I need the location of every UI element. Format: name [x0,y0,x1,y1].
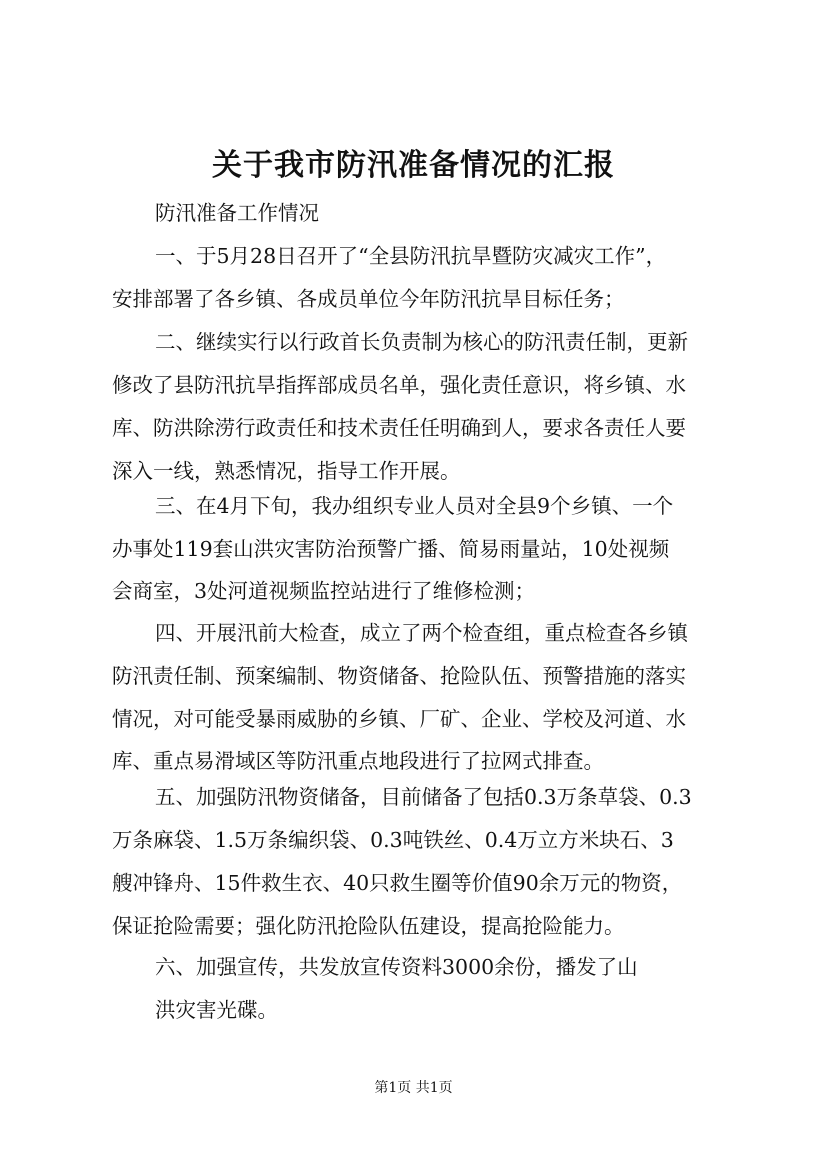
paragraph-line: 六、加强宣传，共发放宣传资料3000余份，播发了山 [155,955,638,979]
paragraph-line: 办事处119套山洪灾害防治预警广播、简易雨量站，10处视频 [112,537,670,561]
paragraph-line: 保证抢险需要；强化防汛抢险队伍建设，提高抢险能力。 [112,914,625,938]
paragraph-line: 一、于5月28日召开了“全县防汛抗旱暨防灾减灾工作”， [155,244,667,268]
paragraph-line: 五、加强防汛物资储备，目前储备了包括0.3万条草袋、0.3 [155,785,692,809]
section-heading: 防汛准备工作情况 [155,201,319,225]
paragraph-line: 修改了县防汛抗旱指挥部成员名单，强化责任意识，将乡镇、水 [112,373,686,397]
document-title: 关于我市防汛准备情况的汇报 [212,148,615,183]
paragraph-line: 万条麻袋、1.5万条编织袋、0.3吨铁丝、0.4万立方米块石、3 [112,828,674,852]
paragraph-line: 安排部署了各乡镇、各成员单位今年防汛抗旱目标任务； [112,287,625,311]
page-footer: 第1页 共1页 [374,1080,453,1096]
paragraph-line: 四、开展汛前大检查，成立了两个检查组，重点检查各乡镇 [155,621,688,645]
paragraph-line: 防汛责任制、预案编制、物资储备、抢险队伍、预警措施的落实 [112,664,686,688]
paragraph-line: 会商室，3处河道视频监控站进行了维修检测； [112,579,536,603]
paragraph-line: 库、重点易滑域区等防汛重点地段进行了拉网式排查。 [112,749,604,773]
paragraph-line: 深入一线，熟悉情况，指导工作开展。 [112,459,461,483]
paragraph-line: 艘冲锋舟、15件救生衣、40只救生圈等价值90余万元的物资， [112,871,683,895]
paragraph-line: 二、继续实行以行政首长负责制为核心的防汛责任制，更新 [155,330,688,354]
paragraph-line: 三、在4月下旬，我办组织专业人员对全县9个乡镇、一个 [155,494,674,518]
paragraph-line: 情况，对可能受暴雨威胁的乡镇、厂矿、企业、学校及河道、水 [112,707,686,731]
paragraph-line: 洪灾害光碟。 [155,998,278,1022]
paragraph-line: 库、防洪除涝行政责任和技术责任任明确到人，要求各责任人要 [112,416,686,440]
